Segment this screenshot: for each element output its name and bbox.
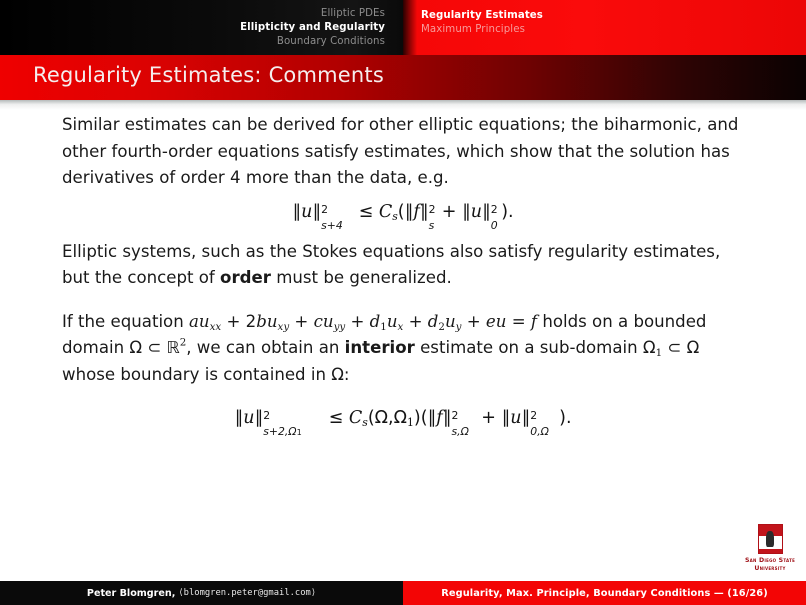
- display-equation-1: ∥u∥ 2 s+4 ≤ $C_s(\parallel f\parallel$ 2 s + ∥u∥ 2 0 ).: [292, 201, 514, 232]
- inline-equation-pde: $au_{xx} + 2bu_{xy} + cu_{yy} + d_1u_x + d_2u_y$ + eu = f: [189, 311, 538, 333]
- slide-content: [0, 112, 806, 438]
- paragraph-2-emphasis-order: order: [220, 268, 271, 287]
- paragraph-similar-estimates: [62, 112, 750, 192]
- crest-figure: [766, 531, 774, 547]
- display-equation-2: ∥u∥ 2 s+2,Ω1 ≤ $C_s(\Omega,\Omega_1)(\parallel f\parallel$ 2 s,Ω + ∥u∥ 2 0,Ω ).: [234, 408, 572, 438]
- title-bar-shadow: [0, 100, 806, 110]
- logo-text-line2: University: [754, 565, 786, 572]
- paragraph-3-text-part2: holds on a bounded domain Ω ⊂ ℝ$^2$, we can obtain an: [62, 311, 707, 357]
- nav-item-maximum-principles[interactable]: Maximum Principles: [421, 24, 525, 35]
- paragraph-2-text-part2: must be generalized.: [270, 268, 452, 287]
- header-navigation-bar: [0, 0, 806, 55]
- page-title: Regularity Estimates: Comments: [33, 63, 384, 87]
- header-section-right: [403, 0, 806, 55]
- header-section-left: [0, 0, 403, 55]
- footer-author-name: Peter Blomgren,: [86, 587, 176, 599]
- nav-item-elliptic-pdes[interactable]: Elliptic PDEs: [320, 7, 385, 19]
- logo-text-line1: San Diego State: [744, 557, 796, 564]
- paragraph-3-emphasis-interior: interior: [344, 338, 415, 357]
- nav-item-boundary-conditions[interactable]: Boundary Conditions: [276, 35, 385, 47]
- slide-title-bar: [0, 55, 806, 100]
- nav-item-ellipticity-and-regularity[interactable]: Ellipticity and Regularity: [240, 21, 385, 33]
- paragraph-if-the-equation: [62, 309, 750, 389]
- slide-footer: [0, 581, 806, 605]
- paragraph-2-text-part1: Elliptic systems, such as the Stokes equations also satisfy regularity estimates, but the concept of: [62, 241, 721, 287]
- footer-slide-info: Regularity, Max. Principle, Boundary Conditions — (16/26): [441, 587, 768, 599]
- sdsu-crest-icon: [758, 524, 783, 554]
- crest-bottom-band: [759, 549, 782, 553]
- paragraph-3-text-part1: If the equation: [62, 311, 190, 331]
- nav-item-regularity-estimates[interactable]: Regularity Estimates: [421, 10, 543, 21]
- paragraph-1-text: Similar estimates can be derived for other elliptic equations; the biharmonic, and other fourth-order equations satisfy estimates, which show that the solution has derivatives of order 4 more than the data, e.g.: [62, 115, 739, 187]
- footer-section-left: [0, 581, 403, 605]
- paragraph-3-text-part3: estimate on a sub-domain $\Omega_1$ ⊂ Ω whose boundary is contained in Ω:: [62, 338, 700, 384]
- sdsu-logo: [744, 524, 796, 573]
- footer-author-email[interactable]: ⟨blomgren.peter@gmail.com⟩: [178, 588, 317, 598]
- footer-section-right: [403, 581, 806, 605]
- paragraph-elliptic-systems: [62, 239, 750, 292]
